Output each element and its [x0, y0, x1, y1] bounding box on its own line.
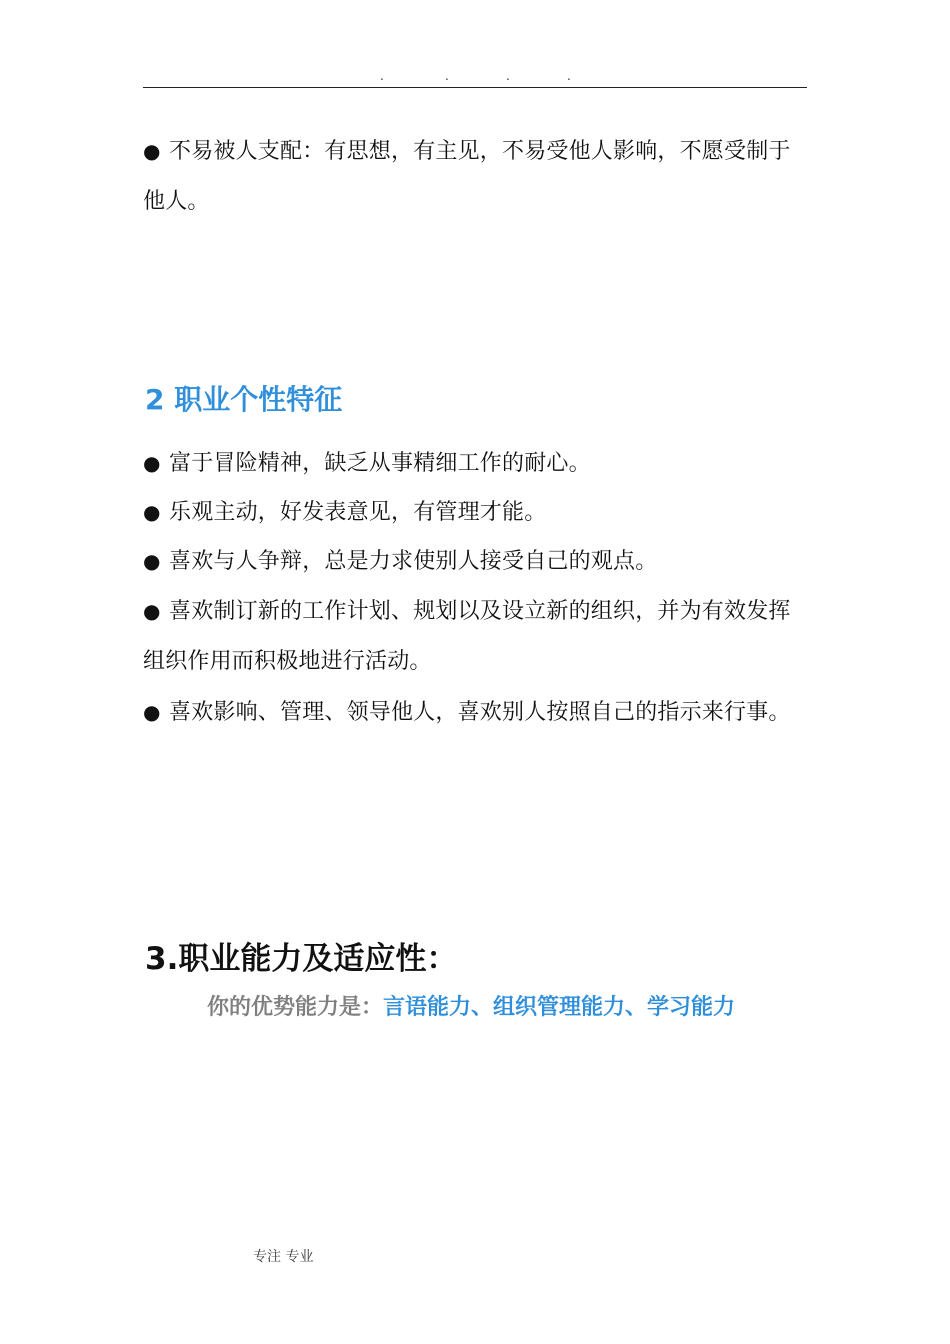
strength-summary	[207, 988, 735, 1028]
bullet-icon: ●	[143, 500, 161, 524]
bullet-icon: ●	[143, 451, 161, 475]
strength-label: 你的优势能力是：	[207, 995, 384, 1020]
list-item-text: 喜欢影响、管理、领导他人，喜欢别人按照自己的指示来行事。	[169, 700, 791, 725]
strength-value: 言语能力、组织管理能力、学习能力	[383, 995, 736, 1020]
section-title: 2 职业个性特征	[145, 383, 343, 416]
header-dots	[0, 66, 950, 86]
list-item-text: 喜欢制订新的工作计划、规划以及设立新的组织，并为有效发挥组织作用而积极地进行活动。	[143, 599, 791, 674]
bullet-icon: ●	[143, 700, 161, 724]
page-footer: 专注 专业	[253, 1249, 314, 1265]
list-item	[143, 438, 808, 489]
list-item	[143, 487, 808, 538]
header-dot: .	[506, 69, 510, 83]
header-dot: .	[380, 69, 384, 83]
header-dot: .	[567, 69, 571, 83]
list-item-text: 喜欢与人争辩，总是力求使别人接受自己的观点。	[169, 549, 658, 574]
list-item-text: 乐观主动，好发表意见，有管理才能。	[169, 500, 547, 525]
list-item	[143, 586, 808, 687]
list-item-text: 不易被人支配：有思想，有主见，不易受他人影响，不愿受制于他人。	[143, 139, 791, 214]
list-item	[143, 536, 808, 587]
bullet-icon: ●	[143, 139, 161, 163]
bullet-icon: ●	[143, 599, 161, 623]
bullet-icon: ●	[143, 549, 161, 573]
section-title: 3.职业能力及适应性：	[145, 941, 458, 977]
list-item	[143, 687, 808, 738]
list-item-text: 富于冒险精神，缺乏从事精细工作的耐心。	[169, 451, 591, 476]
header-dot: .	[445, 69, 449, 83]
list-item	[143, 126, 808, 227]
header-rule	[143, 87, 807, 88]
